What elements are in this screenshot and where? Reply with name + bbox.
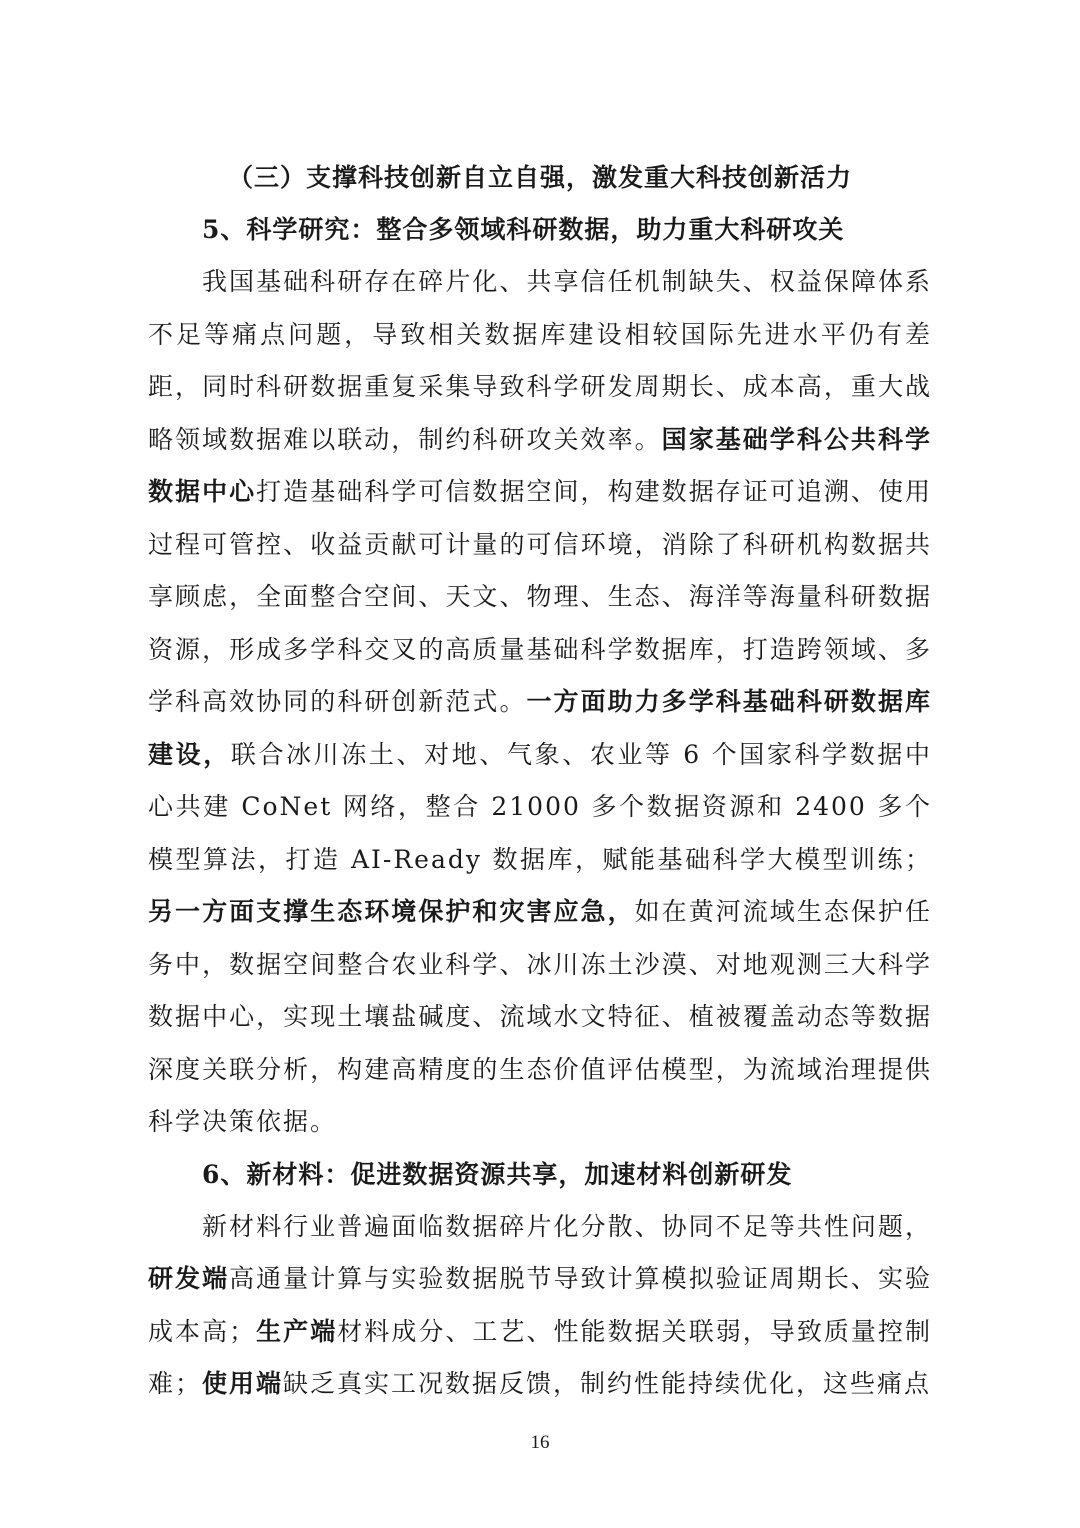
topic-5-bold-first-aspect: 一方面助力多学科基础科研数据库建设， [148, 687, 932, 769]
page-content [148, 152, 932, 1411]
topic-6-bold-production-end: 生产端 [256, 1316, 338, 1346]
topic-6-heading: 6、新材料：促进数据资源共享，加速材料创新研发 [202, 1159, 793, 1189]
topic-5-text-2: 打造基础科学可信数据空间，构建数据存证可追溯、使用过程可管控、收益贡献可计量的可信环境，消除了科研机构数据共享顾虑，全面整合空间、天文、物理、生态、海洋等海量科研数据资源，形成多学科交叉的高质量基础科学数据库，打造跨领域、多学科高效协同的科研创新范式。 [148, 477, 932, 716]
topic-6-text-1: 新材料行业普遍面临数据碎片化分散、协同不足等共性问题， [202, 1211, 932, 1241]
page-number: 16 [530, 1432, 550, 1453]
topic-5-text-1: 我国基础科研存在碎片化、共享信任机制缺失、权益保障体系不足等痛点问题，导致相关数据库建设相较国际先进水平仍有差距，同时科研数据重复采集导致科学研发周期长、成本高，重大战略领域数据难以联动，制约科研攻关效率。 [148, 267, 932, 454]
topic-5-bold-center-name: 国家基础学科公共科学数据中心 [148, 424, 932, 506]
topic-6-text-4: 缺乏真实工况数据反馈，制约性能持续优化，这些痛点 [283, 1369, 932, 1398]
topic-6-text-3: 材料成分、工艺、性能数据关联弱，导致质量控制难； [148, 1316, 932, 1398]
topic-5-heading: 5、科学研究：整合多领域科研数据，助力重大科研攻关 [202, 215, 845, 244]
topic-6-bold-usage-end: 使用端 [202, 1369, 284, 1398]
topic-6-bold-rd-end: 研发端 [148, 1264, 230, 1293]
topic-6-paragraph [148, 1201, 932, 1411]
topic-5-bold-second-aspect: 另一方面支撑生态环境保护和灾害应急， [148, 897, 635, 926]
topic-5-text-4: 如在黄河流域生态保护任务中，数据空间整合农业科学、冰川冻土沙漠、对地观测三大科学数据中心，实现土壤盐碱度、流域水文特征、植被覆盖动态等数据深度关联分析，构建高精度的生态价值评估模型，为流域治理提供科学决策依据。 [148, 897, 932, 1136]
topic-5-text-3: 联合冰川冻土、对地、气象、农业等 6 个国家科学数据中心共建 CoNet 网络，整合 21000 多个数据资源和 2400 多个模型算法，打造 AI-Ready 数据库，赋能基础科学大模型训练； [148, 739, 932, 874]
topic-6-text-2: 高通量计算与实验数据脱节导致计算模拟验证周期长、实验成本高； [148, 1264, 932, 1346]
section-heading: （三）支撑科技创新自立自强，激发重大科技创新活力 [227, 163, 852, 192]
topic-5-paragraph [148, 256, 932, 1149]
